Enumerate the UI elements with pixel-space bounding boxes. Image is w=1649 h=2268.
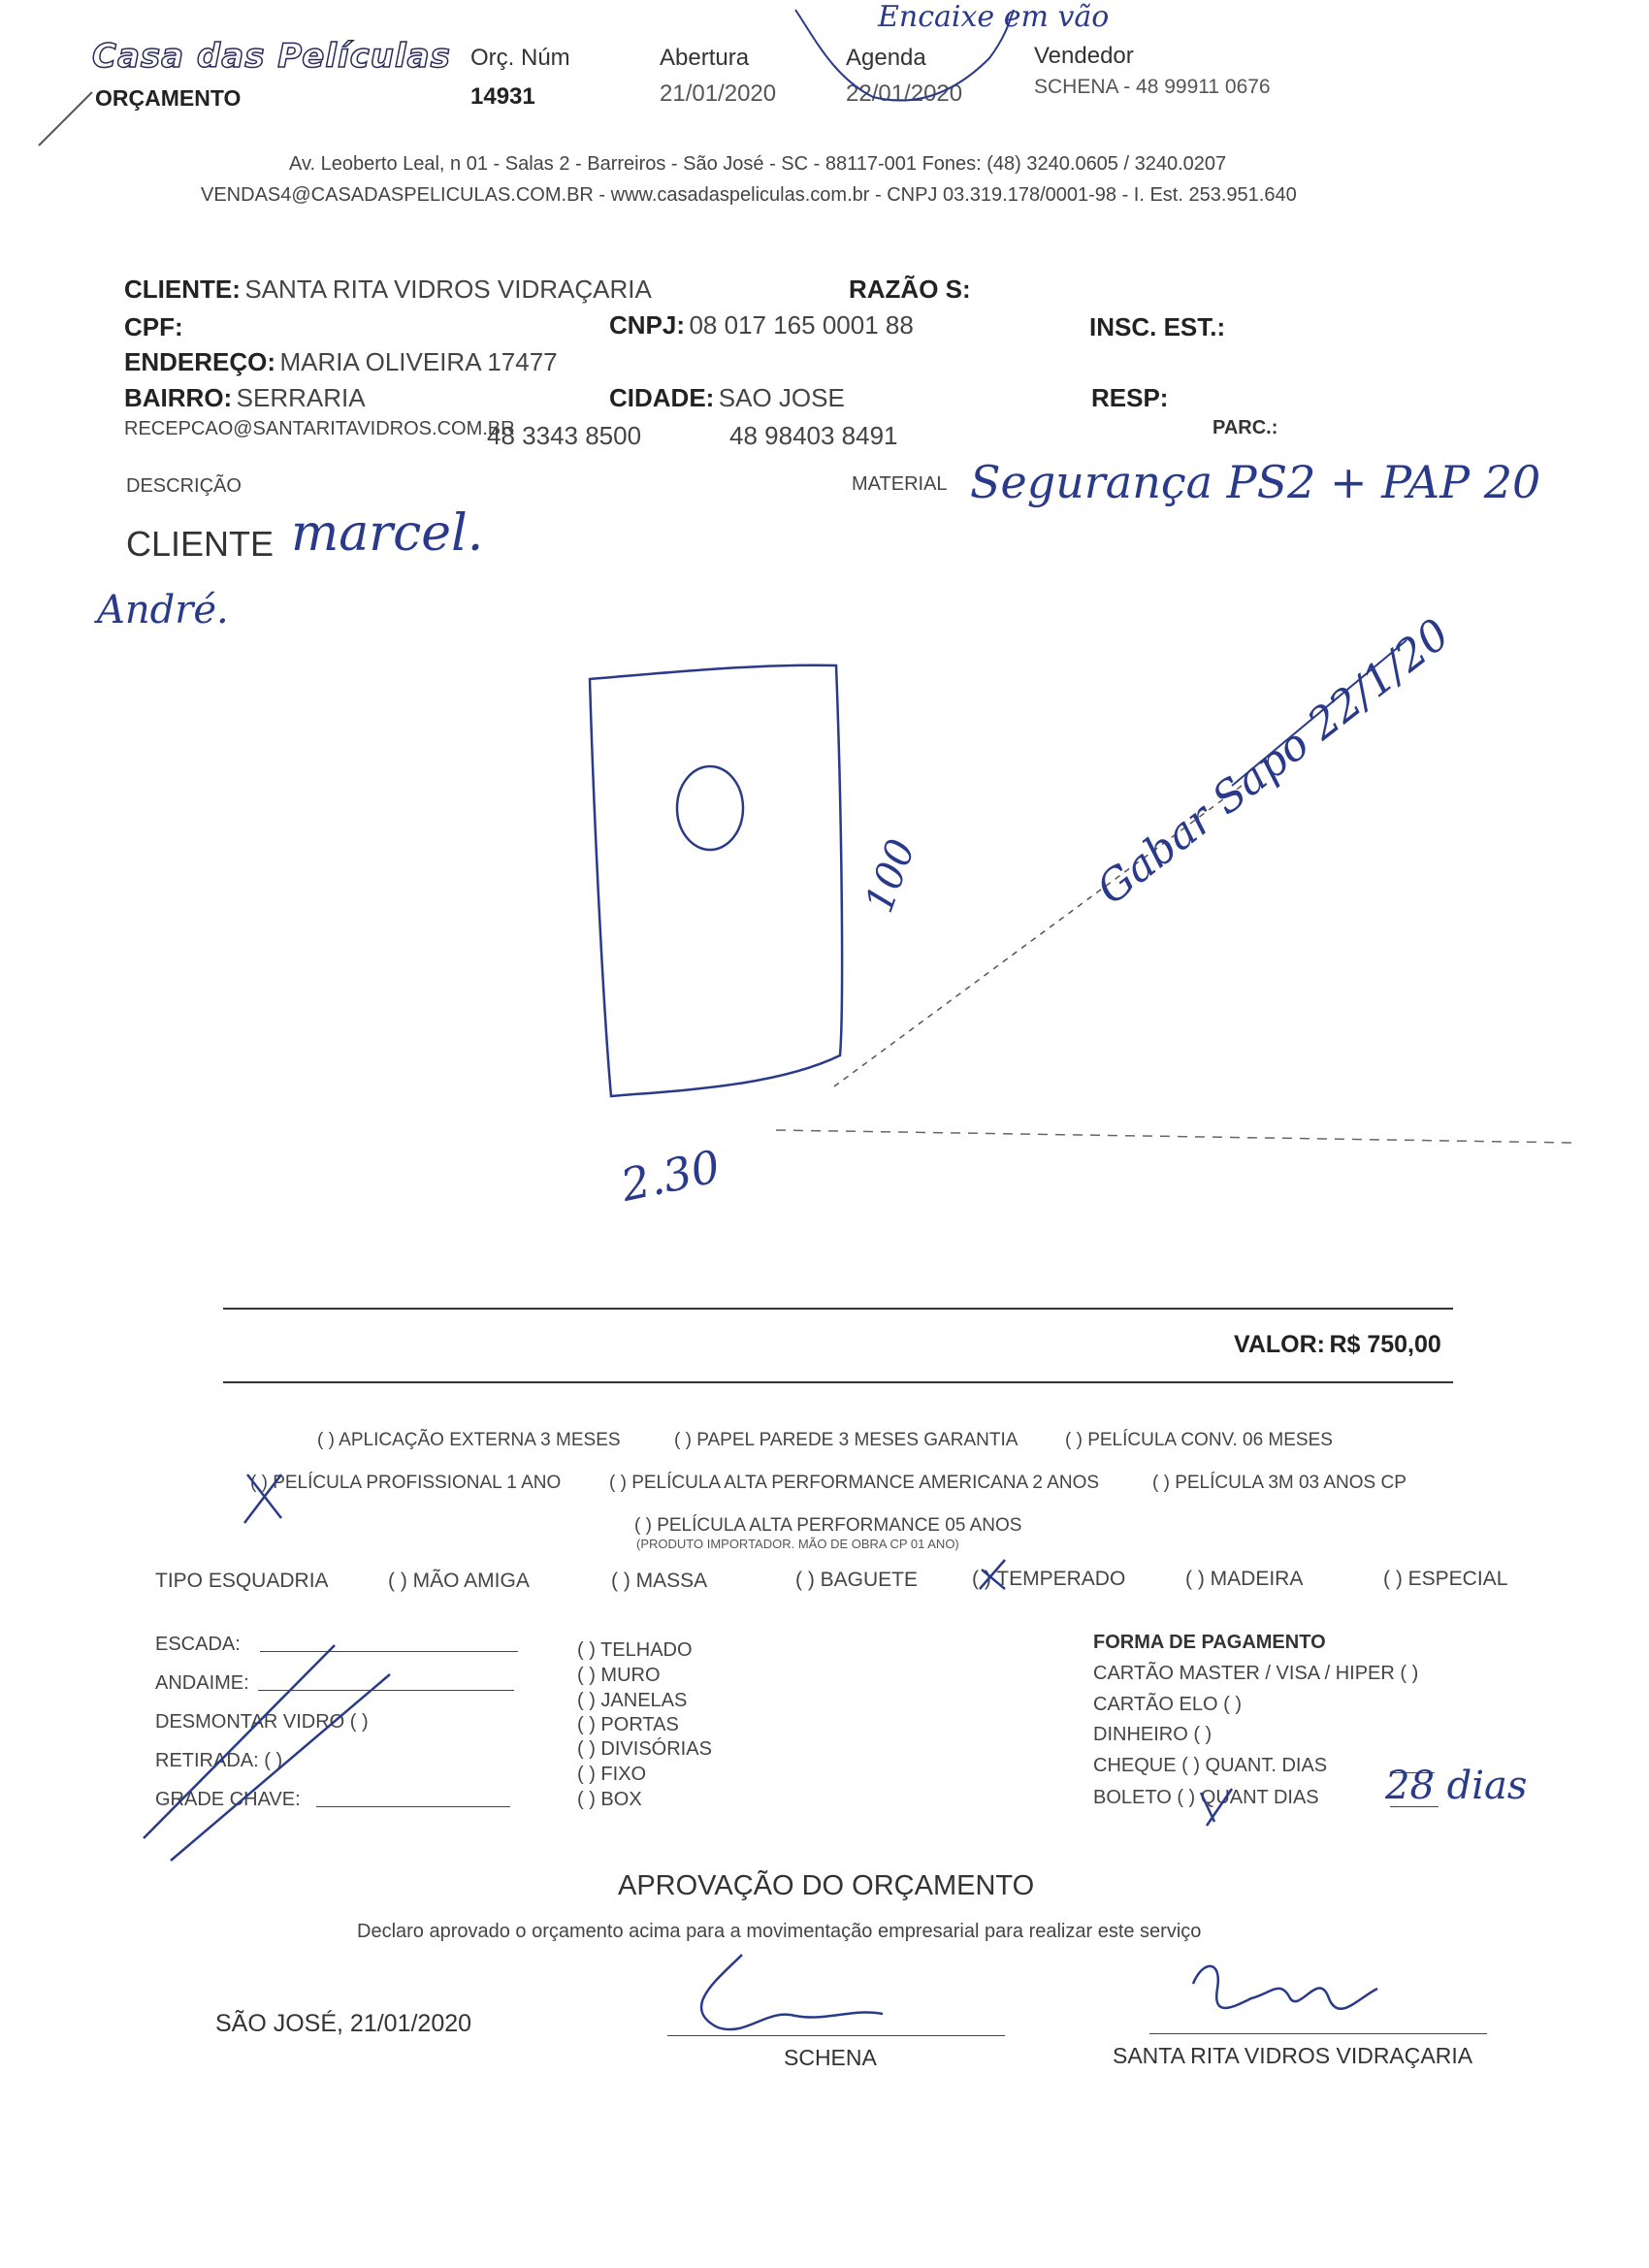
signatures-layer — [660, 1940, 1533, 2047]
company-contact: VENDAS4@CASADASPELICULAS.COM.BR - www.casadaspeliculas.com.br - CNPJ 03.319.178/0001-98 - I. Est. 253.951.640 — [201, 184, 1297, 206]
warranty-opt-alta-performance-note: (PRODUTO IMPORTADOR. MÃO DE OBRA CP 01 ANO) — [636, 1537, 959, 1551]
checkmarks-layer — [0, 1455, 1649, 1591]
endereco-value: MARIA OLIVEIRA 17477 — [279, 347, 558, 376]
cnpj-value: 08 017 165 0001 88 — [689, 310, 914, 340]
horizontal-fold-line — [776, 1130, 1571, 1143]
approval-title: APROVAÇÃO DO ORÇAMENTO — [618, 1870, 1035, 1901]
agenda-value: 22/01/2020 — [846, 81, 963, 107]
strike-line-1 — [144, 1645, 335, 1838]
descricao-label: DESCRIÇÃO — [126, 475, 242, 497]
glass-panel-outline — [590, 665, 842, 1096]
boleto-days-handwritten: 28 dias — [1385, 1764, 1528, 1808]
payment-cheque[interactable]: CHEQUE ( ) QUANT. DIAS — [1093, 1755, 1328, 1776]
warranty-opt-pelicula-3m[interactable]: ( ) PELÍCULA 3M 03 ANOS CP — [1152, 1473, 1406, 1493]
agenda-label: Agenda — [846, 45, 926, 71]
vendedor-value: SCHENA - 48 99911 0676 — [1034, 76, 1271, 98]
cidade-row — [609, 383, 845, 413]
payment-boleto[interactable]: BOLETO ( ) QUANT DIAS — [1093, 1787, 1319, 1808]
sketch-note: Gabar Sapo 22/1/20 — [1087, 609, 1459, 915]
cidade-label: CIDADE: — [609, 383, 715, 412]
valor-top-rule — [223, 1308, 1453, 1310]
esquadria-opt-especial[interactable]: ( ) ESPECIAL — [1383, 1568, 1508, 1590]
service-janelas[interactable]: ( ) JANELAS — [577, 1690, 688, 1711]
material-label: MATERIAL — [852, 473, 948, 495]
service-fixo[interactable]: ( ) FIXO — [577, 1764, 647, 1785]
client-phone-1: 48 3343 8500 — [487, 421, 642, 450]
orc-num-label: Orç. Núm — [470, 45, 570, 71]
services-strikethrough — [0, 1630, 582, 1882]
warranty-opt-pelicula-conv[interactable]: ( ) PELÍCULA CONV. 06 MESES — [1065, 1430, 1333, 1450]
service-muro[interactable]: ( ) MURO — [577, 1665, 661, 1686]
tipo-esquadria-label: TIPO ESQUADRIA — [155, 1570, 329, 1592]
esquadria-opt-massa[interactable]: ( ) MASSA — [611, 1570, 708, 1592]
cnpj-row — [609, 310, 914, 340]
corner-mark — [39, 92, 92, 146]
material-handwritten: Segurança PS2 + PAP 20 — [970, 456, 1541, 508]
valor-bottom-rule — [223, 1381, 1453, 1383]
bairro-row — [124, 383, 366, 413]
description-cliente-handwritten: marcel. — [291, 504, 484, 563]
razao-label: RAZÃO S: — [849, 275, 971, 304]
signature-line-left — [667, 2035, 1005, 2036]
service-andaime: ANDAIME: — [155, 1672, 249, 1694]
service-box[interactable]: ( ) BOX — [577, 1789, 642, 1810]
check-x-profissional — [244, 1474, 281, 1523]
sketch-width-dimension: 2.30 — [616, 1139, 725, 1213]
bairro-label: BAIRRO: — [124, 383, 233, 412]
company-address: Av. Leoberto Leal, n 01 - Salas 2 - Barreiros - São José - SC - 88117-001 Fones: (48) 3240.0605 / 3240.0207 — [289, 153, 1227, 175]
esquadria-opt-madeira[interactable]: ( ) MADEIRA — [1185, 1568, 1304, 1590]
company-logo: Casa das Películas — [92, 37, 451, 76]
description-cliente-label: CLIENTE — [126, 524, 275, 564]
parc-label: PARC.: — [1212, 417, 1278, 438]
service-grade-chave: GRADE CHAVE: — [155, 1789, 301, 1810]
payment-cartao-master[interactable]: CARTÃO MASTER / VISA / HIPER ( ) — [1093, 1663, 1419, 1684]
warranty-opt-papel-parede[interactable]: ( ) PAPEL PAREDE 3 MESES GARANTIA — [674, 1430, 1018, 1450]
signature-schena — [701, 1955, 883, 2029]
valor-row — [1234, 1331, 1441, 1359]
cliente-label: CLIENTE: — [124, 275, 241, 304]
esquadria-opt-baguete[interactable]: ( ) BAGUETE — [795, 1569, 919, 1591]
esquadria-opt-temperado[interactable]: ( ) TEMPERADO — [972, 1568, 1126, 1590]
esquadria-opt-mao-amiga[interactable]: ( ) MÃO AMIGA — [388, 1570, 530, 1592]
service-escada: ESCADA: — [155, 1634, 241, 1655]
top-handwritten-note: Encaixe em vão — [878, 0, 1110, 34]
resp-label: RESP: — [1091, 383, 1169, 412]
payment-dinheiro[interactable]: DINHEIRO ( ) — [1093, 1724, 1212, 1745]
strike-line-2 — [171, 1674, 390, 1861]
check-x-boleto — [1193, 1783, 1251, 1831]
document-type: ORÇAMENTO — [95, 85, 242, 111]
service-divisorias[interactable]: ( ) DIVISÓRIAS — [577, 1738, 712, 1760]
endereco-label: ENDEREÇO: — [124, 347, 276, 376]
vendedor-label: Vendedor — [1034, 43, 1134, 69]
service-desmontar-vidro[interactable]: DESMONTAR VIDRO ( ) — [155, 1711, 369, 1733]
warranty-opt-alta-performance-americana[interactable]: ( ) PELÍCULA ALTA PERFORMANCE AMERICANA 2 ANOS — [609, 1473, 1100, 1493]
cnpj-label: CNPJ: — [609, 310, 686, 340]
bairro-value: SERRARIA — [236, 383, 366, 412]
endereco-row — [124, 347, 558, 377]
payment-cartao-elo[interactable]: CARTÃO ELO ( ) — [1093, 1694, 1242, 1715]
service-retirada[interactable]: RETIRADA: ( ) — [155, 1750, 283, 1771]
orc-num-value: 14931 — [470, 83, 535, 110]
abertura-value: 21/01/2020 — [660, 81, 777, 107]
check-x-temperado — [980, 1560, 1005, 1589]
signature-santa-rita — [1193, 1966, 1377, 2009]
payment-title: FORMA DE PAGAMENTO — [1093, 1632, 1326, 1653]
cidade-value: SAO JOSE — [718, 383, 845, 412]
cpf-label: CPF: — [124, 312, 183, 341]
warranty-opt-pelicula-profissional[interactable]: ( ) PELÍCULA PROFISSIONAL 1 ANO — [250, 1473, 562, 1493]
andre-handwritten: André. — [97, 588, 229, 632]
warranty-opt-alta-performance-05[interactable]: ( ) PELÍCULA ALTA PERFORMANCE 05 ANOS — [634, 1515, 1022, 1536]
glass-sketch — [0, 621, 1649, 1242]
warranty-opt-aplicacao-externa[interactable]: ( ) APLICAÇÃO EXTERNA 3 MESES — [317, 1430, 621, 1450]
valor-amount: R$ 750,00 — [1329, 1331, 1441, 1358]
approval-city-date: SÃO JOSÉ, 21/01/2020 — [215, 2010, 472, 2037]
approval-declaration: Declaro aprovado o orçamento acima para a movimentação empresarial para realizar este serviço — [357, 1921, 1202, 1942]
service-telhado[interactable]: ( ) TELHADO — [577, 1639, 693, 1661]
sketch-height-dimension: 100 — [857, 833, 924, 919]
cliente-row — [124, 275, 652, 305]
header-handwriting — [0, 0, 1649, 165]
signer-left-name: SCHENA — [784, 2045, 877, 2070]
signer-right-name: SANTA RITA VIDROS VIDRAÇARIA — [1113, 2043, 1473, 2068]
glass-hole-circle — [677, 766, 743, 850]
insc-est-label: INSC. EST.: — [1089, 312, 1226, 341]
cliente-value: SANTA RITA VIDROS VIDRAÇARIA — [244, 275, 652, 304]
service-portas[interactable]: ( ) PORTAS — [577, 1714, 679, 1735]
valor-label: VALOR: — [1234, 1331, 1325, 1358]
abertura-label: Abertura — [660, 45, 750, 71]
client-email: RECEPCAO@SANTARITAVIDROS.COM.BR — [124, 418, 515, 439]
signature-line-right — [1149, 2033, 1487, 2034]
client-phone-2: 48 98403 8491 — [729, 421, 898, 450]
